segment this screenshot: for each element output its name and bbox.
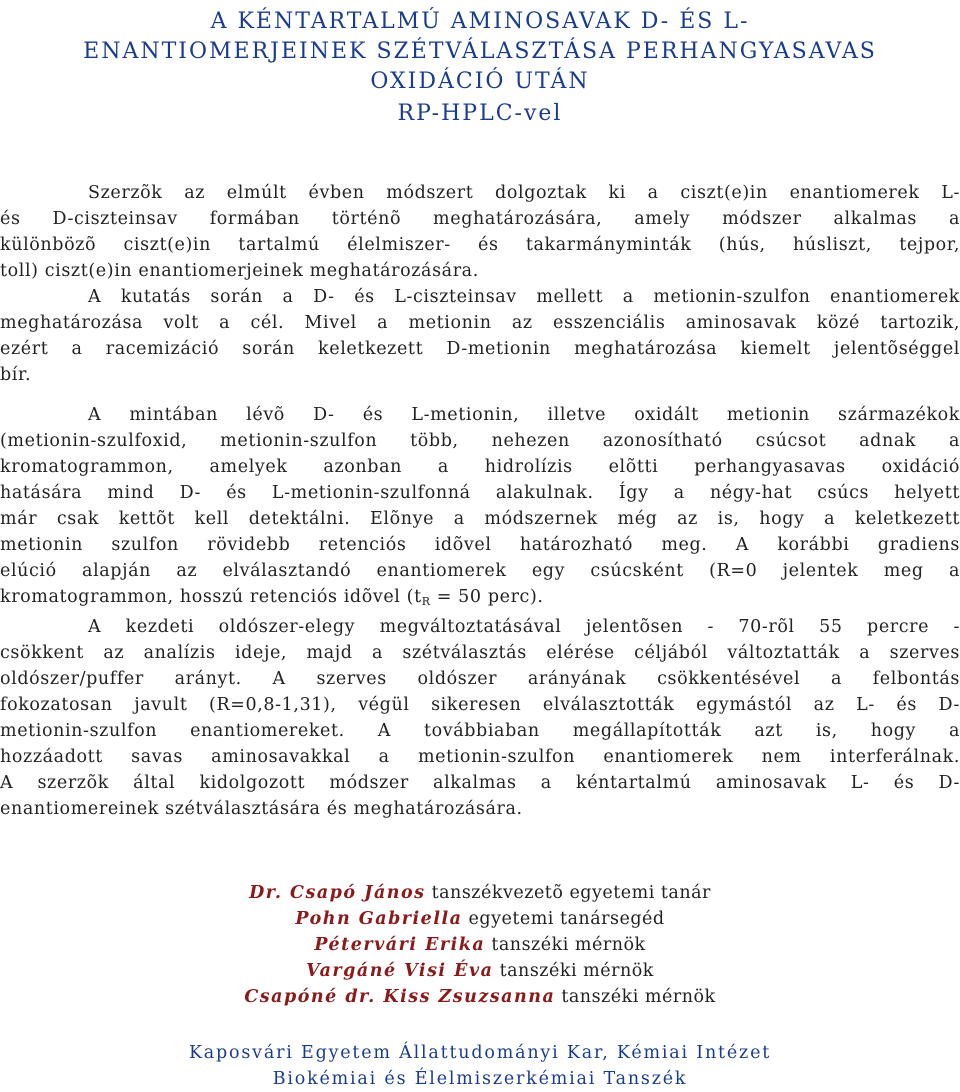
- body-line: csökkent az analízis ideje, majd a szétválasztás elérése céljából változtatták a szerves: [0, 643, 960, 663]
- author-name: Csapóné dr. Kiss Zsuzsanna: [244, 987, 556, 1007]
- body-text: kromatogrammon, hosszú retenciós idõvel (t: [0, 587, 422, 607]
- body-line: meghatározása volt a cél. Mivel a metionin az esszenciális aminosavak közé tartozik,: [0, 313, 960, 333]
- author-role: tanszéki mérnök: [485, 935, 646, 955]
- body-line: enantiomereinek szétválasztására és meghatározására.: [0, 799, 523, 819]
- author-name: Pohn Gabriella: [295, 909, 463, 929]
- body-line: (metionin-szulfoxid, metionin-szulfon több, nehezen azonosítható csúcsot adnak a: [0, 431, 960, 451]
- body-line: Szerzõk az elmúlt évben módszert dolgoztak ki a ciszt(e)in enantiomerek L-: [88, 183, 960, 203]
- body-line: A kezdeti oldószer-elegy megváltoztatásával jelentõsen - 70-rõl 55 percre -: [88, 617, 960, 637]
- body-line: ezért a racemizáció során keletkezett D-metionin meghatározása kiemelt jelentõséggel: [0, 339, 960, 359]
- author-role: tanszékvezetõ egyetemi tanár: [425, 883, 711, 903]
- institution-line-2: Biokémiai és Élelmiszerkémiai Tanszék: [272, 1069, 688, 1089]
- body-line: hozzáadott savas aminosavakkal a metionin-szulfon enantiomerek nem interferálnak.: [0, 747, 960, 767]
- credit-line: [0, 932, 960, 958]
- author-name: Vargáné Visi Éva: [306, 961, 494, 981]
- body-line: fokozatosan javult (R=0,8-1,31), végül sikeresen elválasztották egymástól az L- és D-: [0, 695, 960, 715]
- body-line: bír.: [0, 365, 32, 385]
- author-role: egyetemi tanársegéd: [462, 909, 665, 929]
- body-line: oldószer/puffer arányt. A szerves oldószer arányának csökkentésével a felbontás: [0, 669, 960, 689]
- body-line: A szerzõk által kidolgozott módszer alkalmas a kéntartalmú aminosavak L- és D-: [0, 773, 960, 793]
- author-role: tanszéki mérnök: [493, 961, 654, 981]
- title-line-2: ENANTIOMERJEINEK SZÉTVÁLASZTÁSA PERHANGYASAVAS: [83, 39, 877, 64]
- title-line-3: OXIDÁCIÓ UTÁN: [370, 69, 590, 94]
- credit-line: [0, 880, 960, 906]
- body-line: már csak kettõt kell detektálni. Elõnye a módszernek még az is, hogy a keletkezett: [0, 509, 960, 529]
- body-line: és D-ciszteinsav formában történõ meghatározására, amely módszer alkalmas a: [0, 209, 960, 229]
- body-line: toll) ciszt(e)in enantiomerjeinek meghatározására.: [0, 261, 479, 281]
- credit-line: [0, 906, 960, 932]
- body-line: metionin szulfon rövidebb retenciós idõvel határozható meg. A korábbi gradiens: [0, 535, 960, 555]
- credit-line: [0, 984, 960, 1010]
- body-line: hatására mind D- és L-metionin-szulfonná alakulnak. Így a négy-hat csúcs helyett: [0, 483, 960, 503]
- body-line: A kutatás során a D- és L-ciszteinsav mellett a metionin-szulfon enantiomerek: [88, 287, 960, 307]
- author-name: Pétervári Erika: [314, 935, 486, 955]
- title-line-4: RP-HPLC-vel: [397, 101, 563, 126]
- body-line: elúció alapján az elválasztandó enantiomerek egy csúcsként (R=0 jelentek meg a: [0, 561, 960, 581]
- title-line-1: A KÉNTARTALMÚ AMINOSAVAK D- ÉS L-: [210, 9, 750, 34]
- author-name: Dr. Csapó János: [249, 883, 426, 903]
- body-line: metionin-szulfon enantiomereket. A továbbiaban megállapították azt is, hogy a: [0, 721, 960, 741]
- body-line: A mintában lévõ D- és L-metionin, illetve oxidált metionin származékok: [88, 405, 960, 425]
- body-line: kromatogrammon, amelyek azonban a hidrolízis elõtti perhangyasavas oxidáció: [0, 457, 960, 477]
- body-line: [0, 584, 960, 615]
- body-line: különbözõ ciszt(e)in tartalmú élelmiszer- és takarmányminták (hús, húsliszt, tejpor,: [0, 235, 960, 255]
- subscript-r: R: [421, 595, 431, 608]
- credit-line: [0, 958, 960, 984]
- author-role: tanszéki mérnök: [555, 987, 716, 1007]
- body-text: = 50 perc).: [430, 587, 544, 607]
- institution-line-1: Kaposvári Egyetem Állattudományi Kar, Kémiai Intézet: [188, 1043, 772, 1063]
